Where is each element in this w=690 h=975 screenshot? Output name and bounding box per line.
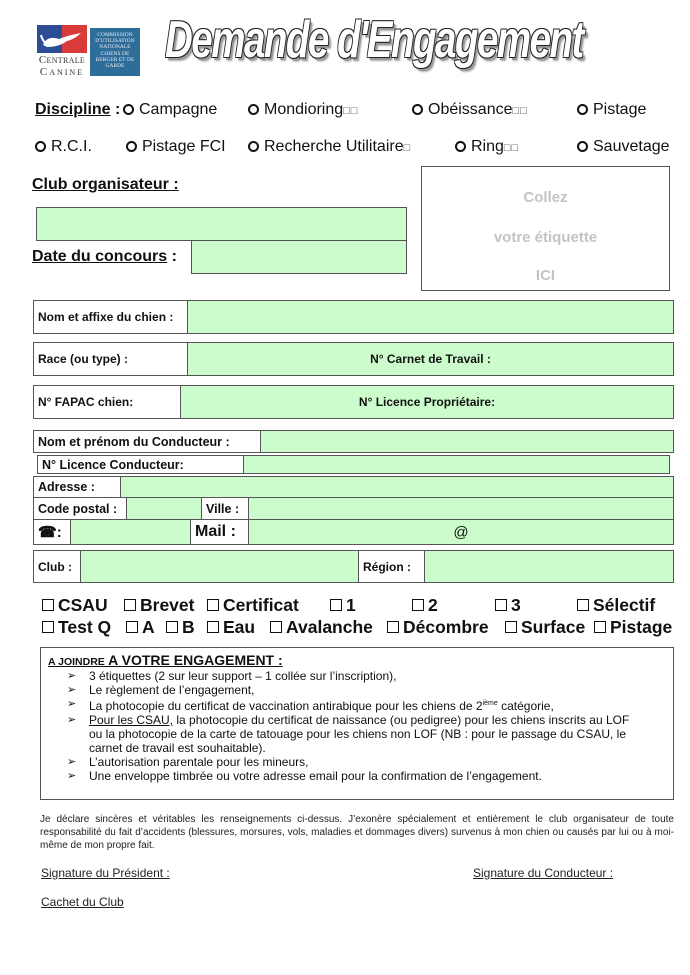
- conductor-name-field[interactable]: [260, 431, 673, 452]
- checkbox-icon: [124, 599, 136, 611]
- checkbox-icon: [166, 621, 178, 633]
- checkbox-a[interactable]: [126, 617, 155, 638]
- checkbox-icon: [505, 621, 517, 633]
- checkbox-test-q[interactable]: [42, 617, 111, 638]
- checkbox-icon: [412, 599, 424, 611]
- checkbox-label: 1: [346, 595, 356, 615]
- conductor-licence-label: N° Licence Conducteur:: [38, 456, 243, 473]
- radio-pistage[interactable]: [577, 101, 646, 119]
- cachet-club-label: Cachet du Club: [41, 895, 124, 909]
- mail-field[interactable]: [248, 520, 673, 544]
- checkbox-icon: [330, 599, 342, 611]
- list-item: [67, 769, 667, 783]
- radio-ring[interactable]: [455, 138, 519, 156]
- dog-name-label: Nom et affixe du chien :: [34, 301, 187, 333]
- list-item: [67, 697, 667, 713]
- list-item-text: Une enveloppe timbrée ou votre adresse email pour la confirmation de l’engagement.: [89, 769, 542, 783]
- radio-recherche-utilitaire[interactable]: [248, 138, 411, 156]
- checkbox-csau[interactable]: [42, 595, 108, 616]
- checkbox-selectif[interactable]: [577, 595, 655, 616]
- checkbox-label: Surface: [521, 617, 586, 637]
- list-item-text: la photocopie du certificat de naissance (ou pedigree) pour les chiens inscrits au LOF: [173, 713, 630, 727]
- dog-flag-icon: [37, 25, 87, 53]
- checkbox-icon: [270, 621, 282, 633]
- radio-icon: [248, 104, 259, 115]
- discipline-colon: :: [110, 101, 121, 118]
- checkbox-decombre[interactable]: [387, 617, 489, 638]
- checkbox-icon: [577, 599, 589, 611]
- page-title: Demande d'Engagement: [165, 11, 583, 69]
- checkbox-icon: [42, 599, 54, 611]
- radio-label: Pistage FCI: [142, 138, 226, 155]
- phone-icon: ☎: [38, 524, 57, 541]
- address-field[interactable]: [120, 477, 673, 497]
- checkbox-b[interactable]: [166, 617, 195, 638]
- mail-label: Mail :: [190, 520, 248, 544]
- phone-colon: :: [56, 523, 62, 541]
- logo-text-line2: Canine: [39, 66, 85, 78]
- checkbox-icon: [594, 621, 606, 633]
- club-field[interactable]: [80, 551, 358, 582]
- radio-pistage-fci[interactable]: [126, 138, 226, 156]
- club-region-row: [33, 550, 674, 583]
- carnet-travail-label: N° Carnet de Travail :: [370, 352, 491, 366]
- list-item-continuation: [67, 741, 667, 755]
- list-item: [67, 713, 667, 727]
- date-concours-label-wrap: [32, 248, 177, 266]
- conductor-licence-row: [37, 455, 670, 474]
- documents-to-attach-box: [40, 647, 674, 800]
- missing-glyph: □□: [343, 105, 359, 117]
- radio-label: Obéissance: [428, 101, 513, 118]
- mail-at-sign: @: [453, 523, 469, 541]
- club-label: Club :: [34, 551, 80, 582]
- checkbox-label: CSAU: [58, 595, 108, 615]
- radio-campagne[interactable]: [123, 101, 217, 119]
- checkbox-pistage[interactable]: [594, 617, 672, 638]
- conductor-licence-field[interactable]: [243, 456, 669, 473]
- checkbox-avalanche[interactable]: [270, 617, 373, 638]
- postal-code-field[interactable]: [126, 498, 201, 519]
- licence-proprietaire-field[interactable]: [180, 386, 673, 418]
- date-concours-colon: :: [167, 248, 177, 265]
- radio-mondioring[interactable]: [248, 101, 358, 119]
- club-organisateur-label: Club organisateur :: [32, 176, 179, 193]
- checkbox-3[interactable]: [495, 595, 521, 616]
- declaration-text: Je déclare sincères et véritables les renseignements ci-dessus. J’exonère spécialement et entièrement le club organisateur de toute responsabilité du fait d’accidents (blessures, morsures, vols, maladies et dommages divers) survenus à mon chien ou causés par lui ou à moi-même de mon propre fait.: [40, 814, 674, 851]
- radio-icon: [577, 141, 588, 152]
- missing-glyph: □: [403, 142, 412, 154]
- checkbox-label: Avalanche: [286, 617, 373, 637]
- list-item-continuation: [67, 727, 667, 741]
- radio-icon: [126, 141, 137, 152]
- checkbox-icon: [387, 621, 399, 633]
- radio-icon: [577, 104, 588, 115]
- phone-field[interactable]: [70, 520, 190, 544]
- dog-race-row: [33, 342, 674, 376]
- checkbox-label: Brevet: [140, 595, 195, 615]
- superscript: ième: [482, 700, 498, 707]
- checkbox-icon: [495, 599, 507, 611]
- list-item: [67, 683, 667, 697]
- logo-text-line1: Centrale: [38, 54, 86, 66]
- title-rest: A VOTRE ENGAGEMENT: [104, 652, 275, 668]
- checkbox-icon: [207, 599, 219, 611]
- checkbox-icon: [207, 621, 219, 633]
- radio-label: Mondioring: [264, 101, 344, 118]
- list-item-underlined: Pour les CSAU,: [89, 713, 174, 727]
- checkbox-eau[interactable]: [207, 617, 255, 638]
- sticker-line-1: Collez: [523, 189, 568, 206]
- list-item-text: L’autorisation parentale pour les mineurs,: [89, 755, 309, 769]
- list-item: [67, 669, 667, 683]
- radio-icon: [248, 141, 259, 152]
- checkbox-label: 3: [511, 595, 521, 615]
- checkbox-label: B: [182, 617, 195, 637]
- checkbox-label: Certificat: [223, 595, 299, 615]
- club-organisateur-field[interactable]: [36, 207, 407, 241]
- sticker-line-2: votre étiquette: [493, 229, 598, 246]
- checkbox-icon: [42, 621, 54, 633]
- phone-mail-row: [33, 520, 674, 545]
- missing-glyph: □□: [503, 142, 520, 154]
- missing-glyph: □□: [512, 105, 528, 117]
- licence-proprietaire-label: N° Licence Propriétaire:: [358, 395, 496, 409]
- checkbox-label: Sélectif: [593, 595, 656, 615]
- checkbox-brevet[interactable]: [124, 595, 194, 616]
- radio-sauvetage[interactable]: [577, 138, 670, 156]
- sticker-line-3: ICI: [535, 267, 556, 284]
- checkbox-label: Pistage: [610, 617, 673, 637]
- list-item-text: La photocopie du certificat de vaccination antirabique pour les chiens de 2: [89, 699, 483, 713]
- radio-obeissance[interactable]: [412, 101, 528, 119]
- date-concours-field[interactable]: [191, 240, 407, 274]
- list-item-text: carnet de travail est souhaitable).: [89, 741, 266, 755]
- checkbox-surface[interactable]: [505, 617, 585, 638]
- dog-name-field[interactable]: [187, 301, 673, 333]
- city-label: Ville :: [201, 498, 248, 519]
- list-item-tail: catégorie,: [497, 699, 554, 713]
- signature-president-label: Signature du Président :: [41, 866, 170, 880]
- checkbox-label: A: [142, 617, 155, 637]
- radio-icon: [123, 104, 134, 115]
- checkbox-label: Test Q: [58, 617, 112, 637]
- conductor-name-row: [33, 430, 674, 453]
- radio-icon: [455, 141, 466, 152]
- checkbox-icon: [126, 621, 138, 633]
- radio-label: Recherche Utilitaire: [264, 138, 404, 155]
- list-item-text: Le règlement de l’engagement,: [89, 683, 255, 697]
- city-field[interactable]: [248, 498, 673, 519]
- commission-logo: COMMISSION D'UTILISATION NATIONALE CHIENS DE BERGER ET DE GARDE: [90, 28, 140, 76]
- title-colon: :: [274, 652, 283, 668]
- sticker-area: [421, 166, 670, 291]
- phone-label: [34, 520, 70, 544]
- checkbox-label: Eau: [223, 617, 256, 637]
- postal-city-row: [33, 498, 674, 520]
- radio-label: R.C.I.: [51, 138, 92, 155]
- checkbox-label: 2: [428, 595, 438, 615]
- radio-label: Campagne: [139, 101, 218, 118]
- region-field[interactable]: [424, 551, 673, 582]
- address-label: Adresse :: [34, 477, 120, 497]
- region-label: Région :: [358, 551, 424, 582]
- discipline-row-1: [35, 101, 120, 119]
- address-row: [33, 476, 674, 498]
- postal-code-label: Code postal :: [34, 498, 126, 519]
- documents-title: [48, 652, 283, 668]
- title-small-caps: A JOINDRE: [48, 656, 105, 668]
- checkbox-certificat[interactable]: [207, 595, 299, 616]
- signature-conducteur-label: Signature du Conducteur :: [473, 866, 614, 880]
- radio-label: Pistage: [593, 101, 647, 118]
- checkbox-2[interactable]: [412, 595, 438, 616]
- race-label: Race (ou type) :: [34, 343, 187, 375]
- discipline-label: Discipline: [35, 101, 111, 118]
- dog-fapac-row: [33, 385, 674, 419]
- carnet-travail-field[interactable]: [187, 343, 673, 375]
- radio-rci[interactable]: [35, 138, 92, 156]
- radio-label: Sauvetage: [593, 138, 670, 155]
- documents-list: [67, 669, 667, 783]
- radio-label: Ring: [471, 138, 504, 155]
- radio-icon: [412, 104, 423, 115]
- checkbox-1[interactable]: [330, 595, 356, 616]
- fapac-label: N° FAPAC chien:: [34, 386, 180, 418]
- centrale-canine-logo: [35, 25, 87, 80]
- date-concours-label: Date du concours: [32, 248, 168, 265]
- radio-icon: [35, 141, 46, 152]
- dog-name-row: [33, 300, 674, 334]
- list-item-text: 3 étiquettes (2 sur leur support – 1 collée sur l’inscription),: [89, 669, 397, 683]
- list-item: [67, 755, 667, 769]
- conductor-name-label: Nom et prénom du Conducteur :: [34, 431, 260, 452]
- list-item-text: ou la photocopie de la carte de tatouage pour les chiens non LOF (NB : pour le passage du CSAU, le: [89, 727, 626, 741]
- checkbox-label: Décombre: [403, 617, 489, 637]
